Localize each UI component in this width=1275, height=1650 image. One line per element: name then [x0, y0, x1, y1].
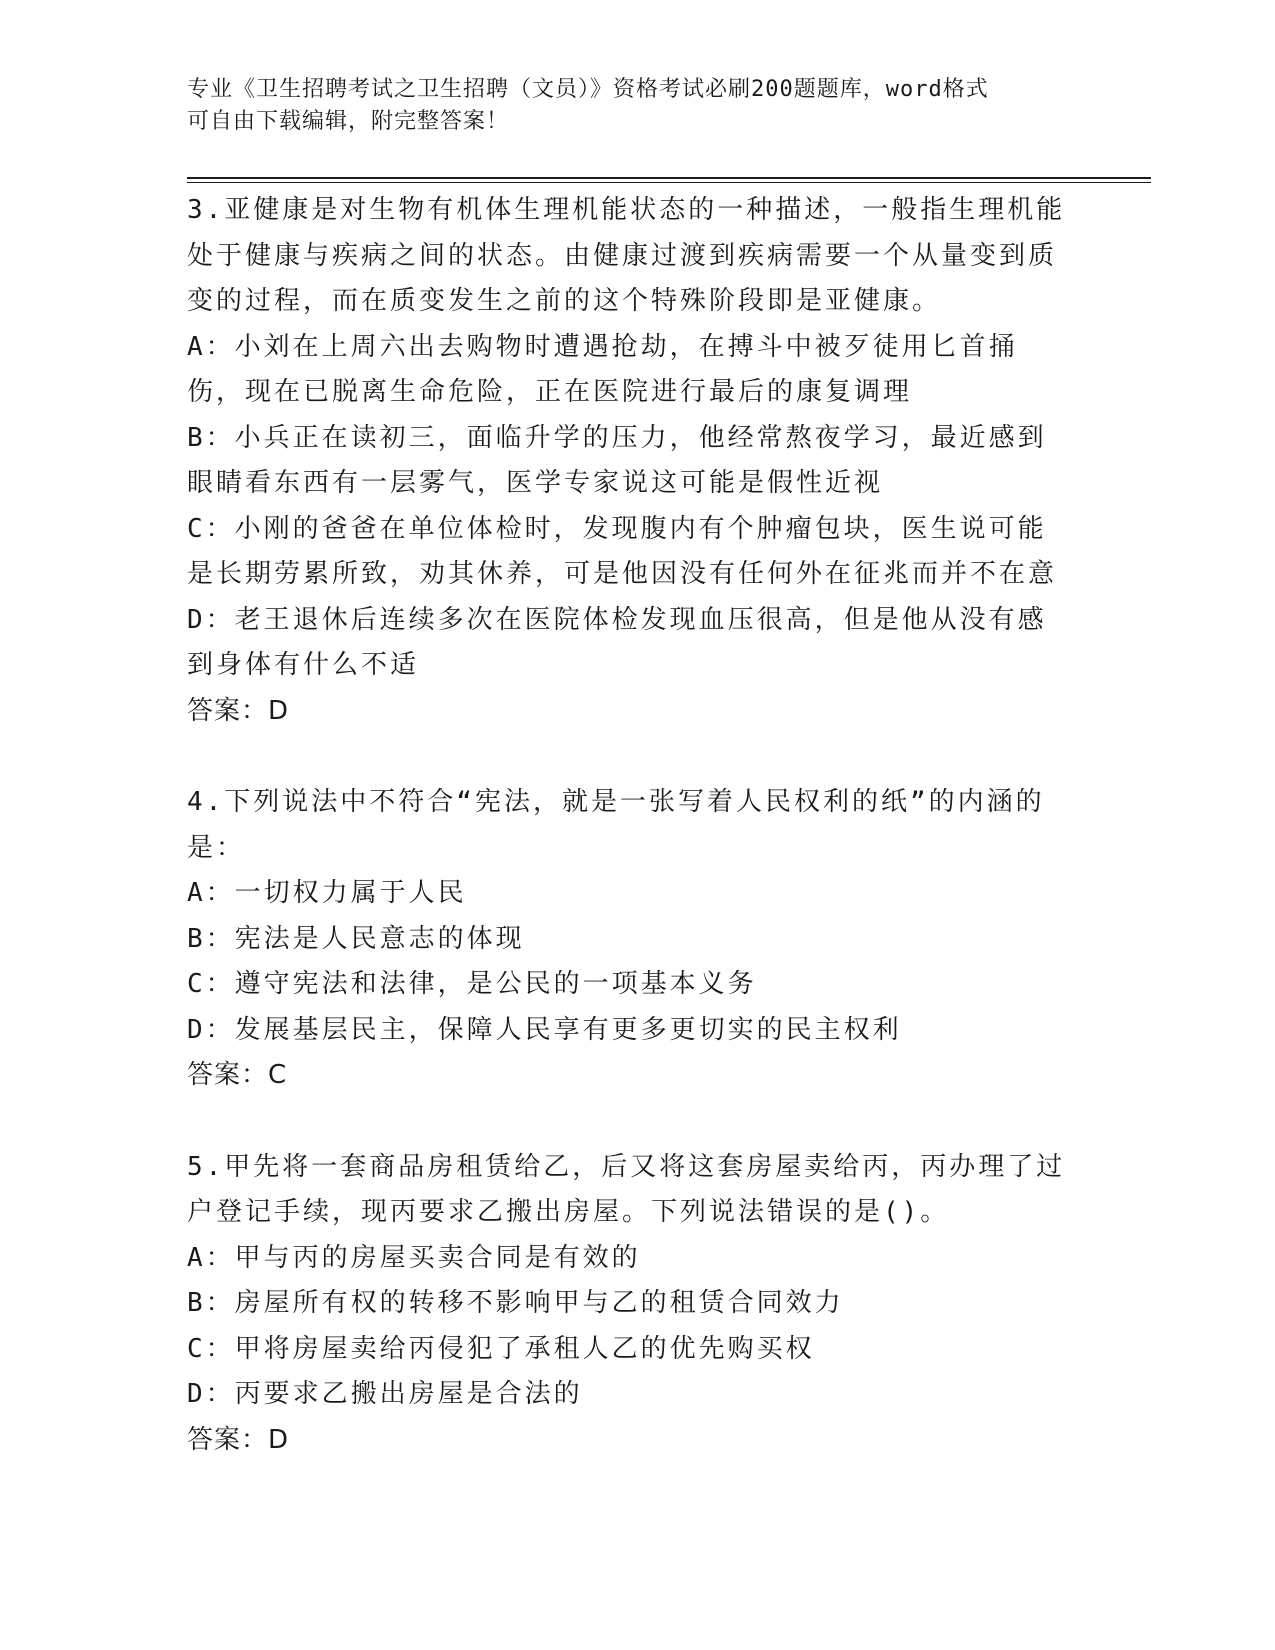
answer-label: 答案：D	[187, 695, 290, 726]
option-d: D：发展基层民主，保障人民享有更多更切实的民主权利	[187, 1014, 902, 1045]
header-divider-thin	[187, 182, 1151, 183]
option-c: C：小刚的爸爸在单位体检时，发现腹内有个肿瘤包块，医生说可能是长期劳累所致，劝其休养，可是他因没有任何外在征兆而并不在意	[187, 513, 1058, 589]
option-a: A：小刘在上周六出去购物时遭遇抢劫，在搏斗中被歹徒用匕首捅伤，现在已脱离生命危险，正在医院进行最后的康复调理	[187, 331, 1018, 407]
question-4	[187, 780, 1067, 1099]
header-title-line-1: 专业《卫生招聘考试之卫生招聘（文员）》资格考试必刷200题题库，word格式	[187, 77, 989, 102]
option-d: D：老王退休后连续多次在医院体检发现血压很高，但是他从没有感到身体有什么不适	[187, 604, 1047, 680]
option-c: C：遵守宪法和法律，是公民的一项基本义务	[187, 969, 757, 999]
option-a: A：甲与丙的房屋买卖合同是有效的	[187, 1242, 641, 1273]
question-3	[187, 188, 1067, 734]
answer-label: 答案：D	[187, 1424, 290, 1455]
option-c: C：甲将房屋卖给丙侵犯了承租人乙的优先购买权	[187, 1333, 815, 1364]
question-text: 5.甲先将一套商品房租赁给乙，后又将这套房屋卖给丙，丙办理了过户登记手续，现丙要求乙搬出房屋。下列说法错误的是()。	[187, 1151, 1066, 1227]
question-list	[187, 188, 1067, 1463]
header-divider-thick	[187, 177, 1151, 179]
question-text: 3.亚健康是对生物有机体生理机能状态的一种描述，一般指生理机能处于健康与疾病之间的状态。由健康过渡到疾病需要一个从量变到质变的过程，而在质变发生之前的这个特殊阶段即是亚健康。	[187, 195, 1066, 316]
option-b: B：房屋所有权的转移不影响甲与乙的租赁合同效力	[187, 1288, 844, 1318]
option-d: D：丙要求乙搬出房屋是合法的	[187, 1379, 583, 1409]
option-b: B：小兵正在读初三，面临升学的压力，他经常熬夜学习，最近感到眼睛看东西有一层雾气，医学专家说这可能是假性近视	[187, 422, 1047, 498]
answer-label: 答案：C	[187, 1060, 288, 1090]
question-5	[187, 1145, 1067, 1464]
header-title-line-2: 可自由下载编辑，附完整答案！	[187, 109, 510, 134]
option-a: A：一切权力属于人民	[187, 878, 467, 908]
document-header	[187, 74, 1067, 138]
question-text: 4.下列说法中不符合“宪法，就是一张写着人民权利的纸”的内涵的是：	[187, 787, 1045, 863]
option-b: B：宪法是人民意志的体现	[187, 923, 525, 954]
